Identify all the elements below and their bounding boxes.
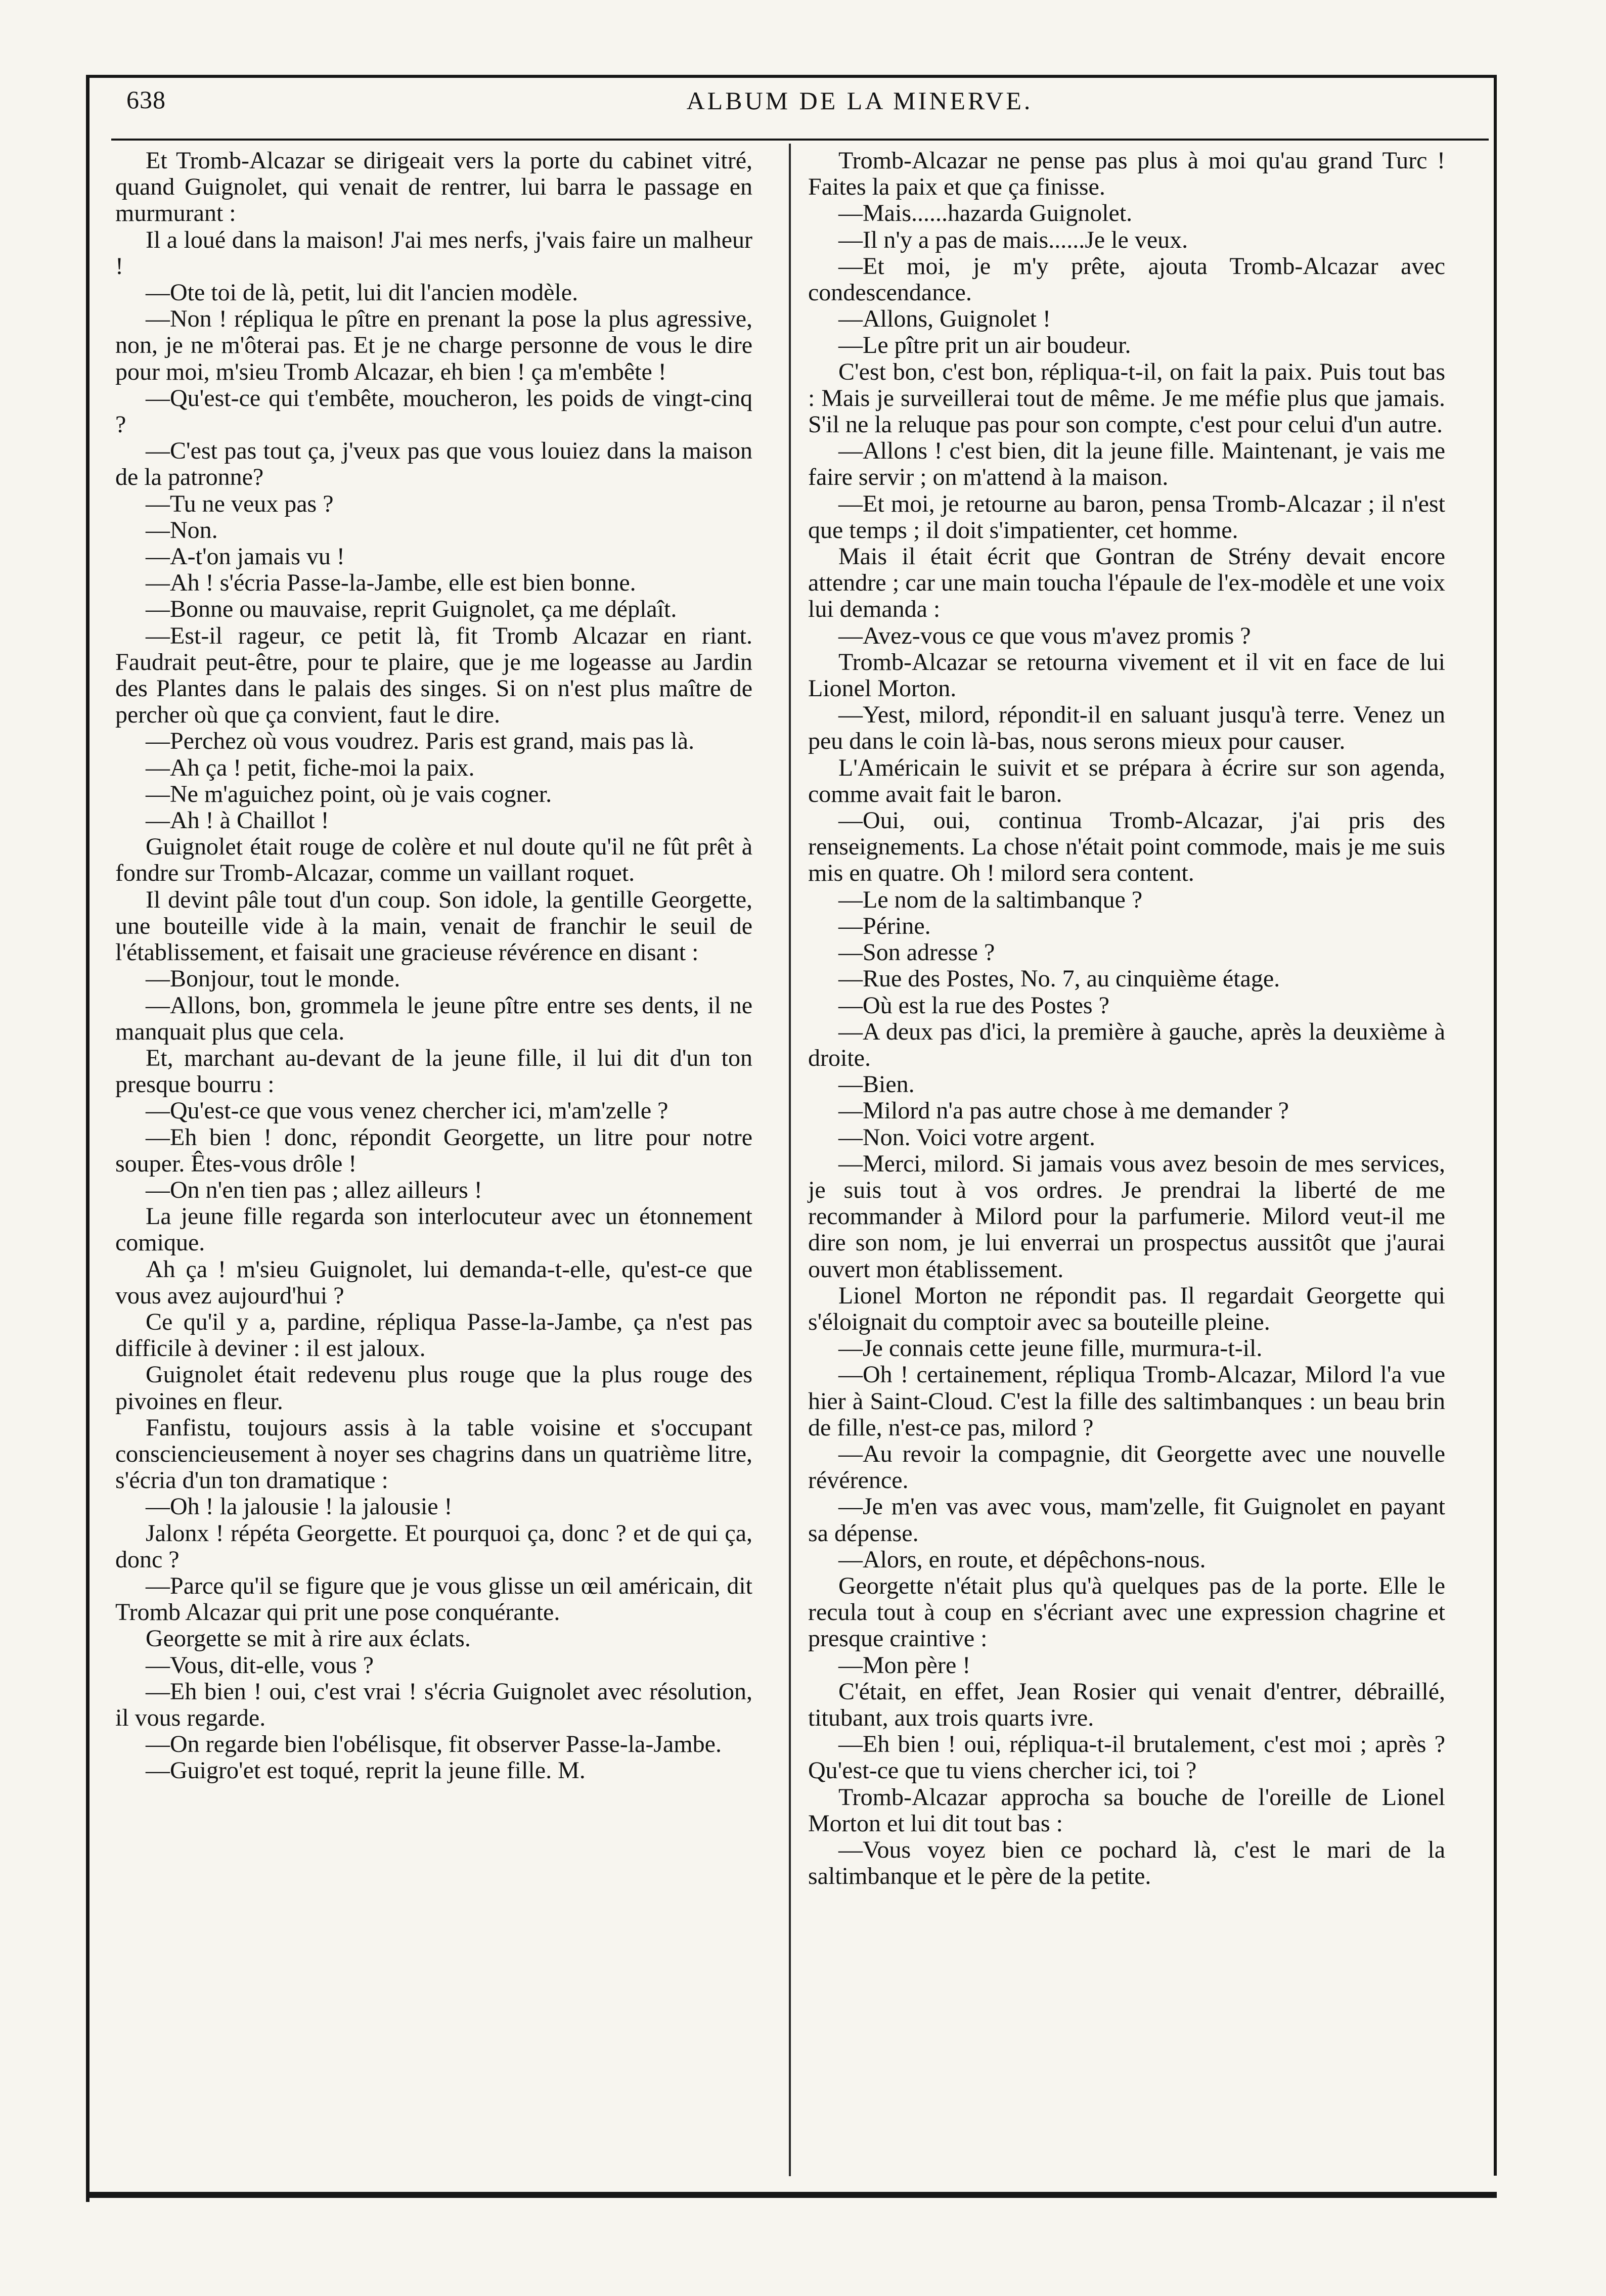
paragraph: —Vous, dit-elle, vous ?	[146, 1651, 374, 1679]
paragraph: —Et moi, je retourne au baron, pensa Tromb-Alcazar ; il n'est que temps ; il doit s'impatienter, cet homme.	[808, 490, 1445, 544]
right-column	[808, 148, 1445, 1889]
paragraph: —Le pître prit un air boudeur.	[838, 332, 1131, 359]
paragraph: —Oh ! certainement, répliqua Tromb-Alcazar, Milord l'a vue hier à Saint-Cloud. C'est la fille des saltimbanques : un beau brin de fille, n'est-ce pas, milord ?	[808, 1361, 1445, 1441]
paragraph: Lionel Morton ne répondit pas. Il regardait Georgette qui s'éloignait du comptoir avec sa bouteille pleine.	[808, 1282, 1445, 1335]
paragraph: —Qu'est-ce que vous venez chercher ici, m'am'zelle ?	[146, 1097, 668, 1124]
paragraph: Georgette se mit à rire aux éclats.	[146, 1625, 471, 1652]
paragraph: —Oui, oui, continua Tromb-Alcazar, j'ai pris des renseignements. La chose n'était point commode, mais je me suis mis en quatre. Oh ! milord sera content.	[808, 807, 1445, 887]
paragraph: —Merci, milord. Si jamais vous avez besoin de mes services, je suis tout à vos ordres. Je prendrai la liberté de me recommander à Milord pour la parfumerie. Milord veut-il me dire son nom, je lui enverrai un prospectus aussitôt que j'aurai ouvert mon établissement.	[808, 1150, 1445, 1283]
paragraph: —Allons ! c'est bien, dit la jeune fille. Maintenant, je vais me faire servir ; on m'attend à la maison.	[808, 437, 1445, 491]
frame-left-rule	[86, 75, 90, 2202]
paragraph: C'est bon, c'est bon, répliqua-t-il, on fait la paix. Puis tout bas : Mais je surveillerai tout de même. Je me méfie plus que jamais. S'il ne la reluque pas pour son compte, c'est pour celui d'un autre.	[808, 358, 1445, 438]
paragraph: Tromb-Alcazar ne pense pas plus à moi qu'au grand Turc ! Faites la paix et que ça finisse.	[808, 147, 1445, 201]
paragraph: —Le nom de la saltimbanque ?	[838, 886, 1143, 913]
paragraph: C'était, en effet, Jean Rosier qui venait d'entrer, débraillé, titubant, aux trois quarts ivre.	[808, 1678, 1445, 1731]
paragraph: —Mon père !	[838, 1651, 971, 1679]
paragraph: Ce qu'il y a, pardine, répliqua Passe-la-Jambe, ça n'est pas difficile à deviner : il est jaloux.	[115, 1308, 752, 1362]
paragraph: Et, marchant au-devant de la jeune fille, il lui dit d'un ton presque bourru :	[115, 1044, 752, 1098]
paragraph: Ah ça ! m'sieu Guignolet, lui demanda-t-elle, qu'est-ce que vous avez aujourd'hui ?	[115, 1255, 752, 1309]
header-rule	[111, 139, 1489, 141]
paragraph: Guignolet était redevenu plus rouge que la plus rouge des pivoines en fleur.	[115, 1361, 752, 1415]
paragraph: —Bonjour, tout le monde.	[146, 965, 400, 993]
paragraph: —Eh bien ! oui, c'est vrai ! s'écria Guignolet avec résolution, il vous regarde.	[115, 1678, 752, 1731]
paragraph: —Perchez où vous voudrez. Paris est grand, mais pas là.	[146, 728, 695, 755]
paragraph: Il a loué dans la maison! J'ai mes nerfs, j'vais faire un malheur !	[115, 226, 752, 280]
paragraph: —Non. Voici votre argent.	[838, 1123, 1095, 1151]
paragraph: —A-t'on jamais vu !	[146, 543, 345, 570]
paragraph: —Non ! répliqua le pître en prenant la pose la plus agressive, non, je ne m'ôterai pas. Et je ne charge personne de vous le dire pour moi, m'sieu Tromb Alcazar, eh bien ! ça m'embête !	[115, 305, 752, 385]
paragraph: —Est-il rageur, ce petit là, fit Tromb Alcazar en riant. Faudrait peut-être, pour te plaire, que je me logeasse au Jardin des Plantes dans le palais des singes. Si on n'est plus maître de percher où que ça convient, faut le dire.	[115, 622, 752, 729]
paragraph: —Ote toi de là, petit, lui dit l'ancien modèle.	[146, 279, 578, 306]
paragraph: Et Tromb-Alcazar se dirigeait vers la porte du cabinet vitré, quand Guignolet, qui venait de rentrer, lui barra le passage en murmurant :	[115, 147, 752, 227]
paragraph: —Ah ça ! petit, fiche-moi la paix.	[146, 754, 475, 781]
paragraph: —A deux pas d'ici, la première à gauche, après la deuxième à droite.	[808, 1018, 1445, 1071]
paragraph: —Son adresse ?	[838, 939, 995, 966]
paragraph: —Mais......hazarda Guignolet.	[838, 200, 1133, 227]
column-divider	[789, 144, 791, 2176]
paragraph: —Oh ! la jalousie ! la jalousie !	[146, 1493, 453, 1520]
paragraph: —Parce qu'il se figure que je vous glisse un œil américain, dit Tromb Alcazar qui prit une pose conquérante.	[115, 1572, 752, 1626]
paragraph: —Je m'en vas avec vous, mam'zelle, fit Guignolet en payant sa dépense.	[808, 1493, 1445, 1547]
paragraph: —Périne.	[838, 912, 931, 939]
paragraph: —On n'en tien pas ; allez ailleurs !	[146, 1176, 482, 1203]
paragraph: —Bien.	[838, 1071, 915, 1098]
paragraph: —Milord n'a pas autre chose à me demander ?	[838, 1097, 1289, 1124]
paragraph: —Guigro'et est toqué, reprit la jeune fille. M.	[146, 1757, 586, 1784]
frame-bottom-rule	[86, 2192, 1497, 2198]
paragraph: Mais il était écrit que Gontran de Strény devait encore attendre ; car une main toucha l'épaule de l'ex-modèle et une voix lui demanda :	[808, 543, 1445, 623]
paragraph: —Allons, bon, grommela le jeune pître entre ses dents, il ne manquait plus que cela.	[115, 992, 752, 1045]
paragraph: Il devint pâle tout d'un coup. Son idole, la gentille Georgette, une bouteille vide à la main, venait de franchir le seuil de l'établissement, et faisait une gracieuse révérence en disant :	[115, 886, 752, 966]
frame-top-rule	[86, 75, 1497, 78]
paragraph: —Non.	[146, 516, 218, 544]
paragraph: —Rue des Postes, No. 7, au cinquième étage.	[838, 965, 1280, 993]
paragraph: —Je connais cette jeune fille, murmura-t-il.	[838, 1335, 1263, 1362]
paragraph: —Avez-vous ce que vous m'avez promis ?	[838, 622, 1251, 649]
paragraph: —Ah ! s'écria Passe-la-Jambe, elle est bien bonne.	[146, 569, 636, 597]
paragraph: —On regarde bien l'obélisque, fit observer Passe-la-Jambe.	[146, 1731, 722, 1758]
paragraph: —Bonne ou mauvaise, reprit Guignolet, ça me déplaît.	[146, 596, 677, 623]
page-number: 638	[126, 85, 166, 114]
paragraph: —Il n'y a pas de mais......Je le veux.	[838, 226, 1188, 253]
running-title: ALBUM DE LA MINERVE.	[686, 86, 1033, 115]
frame-right-rule	[1494, 75, 1497, 2176]
paragraph: —C'est pas tout ça, j'veux pas que vous louiez dans la maison de la patronne?	[115, 437, 752, 491]
left-column	[115, 148, 752, 1784]
paragraph: —Au revoir la compagnie, dit Georgette avec une nouvelle révérence.	[808, 1440, 1445, 1494]
paragraph: Guignolet était rouge de colère et nul doute qu'il ne fût prêt à fondre sur Tromb-Alcazar, comme un vaillant roquet.	[115, 833, 752, 887]
paragraph: —Eh bien ! donc, répondit Georgette, un litre pour notre souper. Êtes-vous drôle !	[115, 1123, 752, 1177]
paragraph: La jeune fille regarda son interlocuteur avec un étonnement comique.	[115, 1203, 752, 1256]
paragraph: Tromb-Alcazar approcha sa bouche de l'oreille de Lionel Morton et lui dit tout bas :	[808, 1783, 1445, 1837]
paragraph: —Allons, Guignolet !	[838, 305, 1051, 333]
paragraph: Georgette n'était plus qu'à quelques pas de la porte. Elle le recula tout à coup en s'écriant avec une expression chagrine et presque craintive :	[808, 1572, 1445, 1652]
paragraph: L'Américain le suivit et se prépara à écrire sur son agenda, comme avait fait le baron.	[808, 754, 1445, 807]
paragraph: Fanfistu, toujours assis à la table voisine et s'occupant consciencieusement à noyer ses chagrins dans un quatrième litre, s'écria d'un ton dramatique :	[115, 1414, 752, 1494]
paragraph: —Ne m'aguichez point, où je vais cogner.	[146, 780, 552, 807]
paragraph: Tromb-Alcazar se retourna vivement et il vit en face de lui Lionel Morton.	[808, 648, 1445, 702]
paragraph: —Qu'est-ce qui t'embête, moucheron, les poids de vingt-cinq ?	[115, 384, 752, 438]
paragraph: —Alors, en route, et dépêchons-nous.	[838, 1546, 1206, 1573]
paragraph: —Ah ! à Chaillot !	[146, 807, 329, 834]
paragraph: —Yest, milord, répondit-il en saluant jusqu'à terre. Venez un peu dans le coin là-bas, nous serons mieux pour causer.	[808, 701, 1445, 755]
paragraph: —Et moi, je m'y prête, ajouta Tromb-Alcazar avec condescendance.	[808, 252, 1445, 306]
paragraph: —Où est la rue des Postes ?	[838, 992, 1109, 1019]
paragraph: Jalonx ! répéta Georgette. Et pourquoi ça, donc ? et de qui ça, donc ?	[115, 1519, 752, 1573]
paragraph: —Tu ne veux pas ?	[146, 490, 334, 517]
paragraph: —Vous voyez bien ce pochard là, c'est le mari de la saltimbanque et le père de la petite.	[808, 1836, 1445, 1890]
paragraph: —Eh bien ! oui, répliqua-t-il brutalement, c'est moi ; après ? Qu'est-ce que tu viens chercher ici, toi ?	[808, 1731, 1445, 1784]
